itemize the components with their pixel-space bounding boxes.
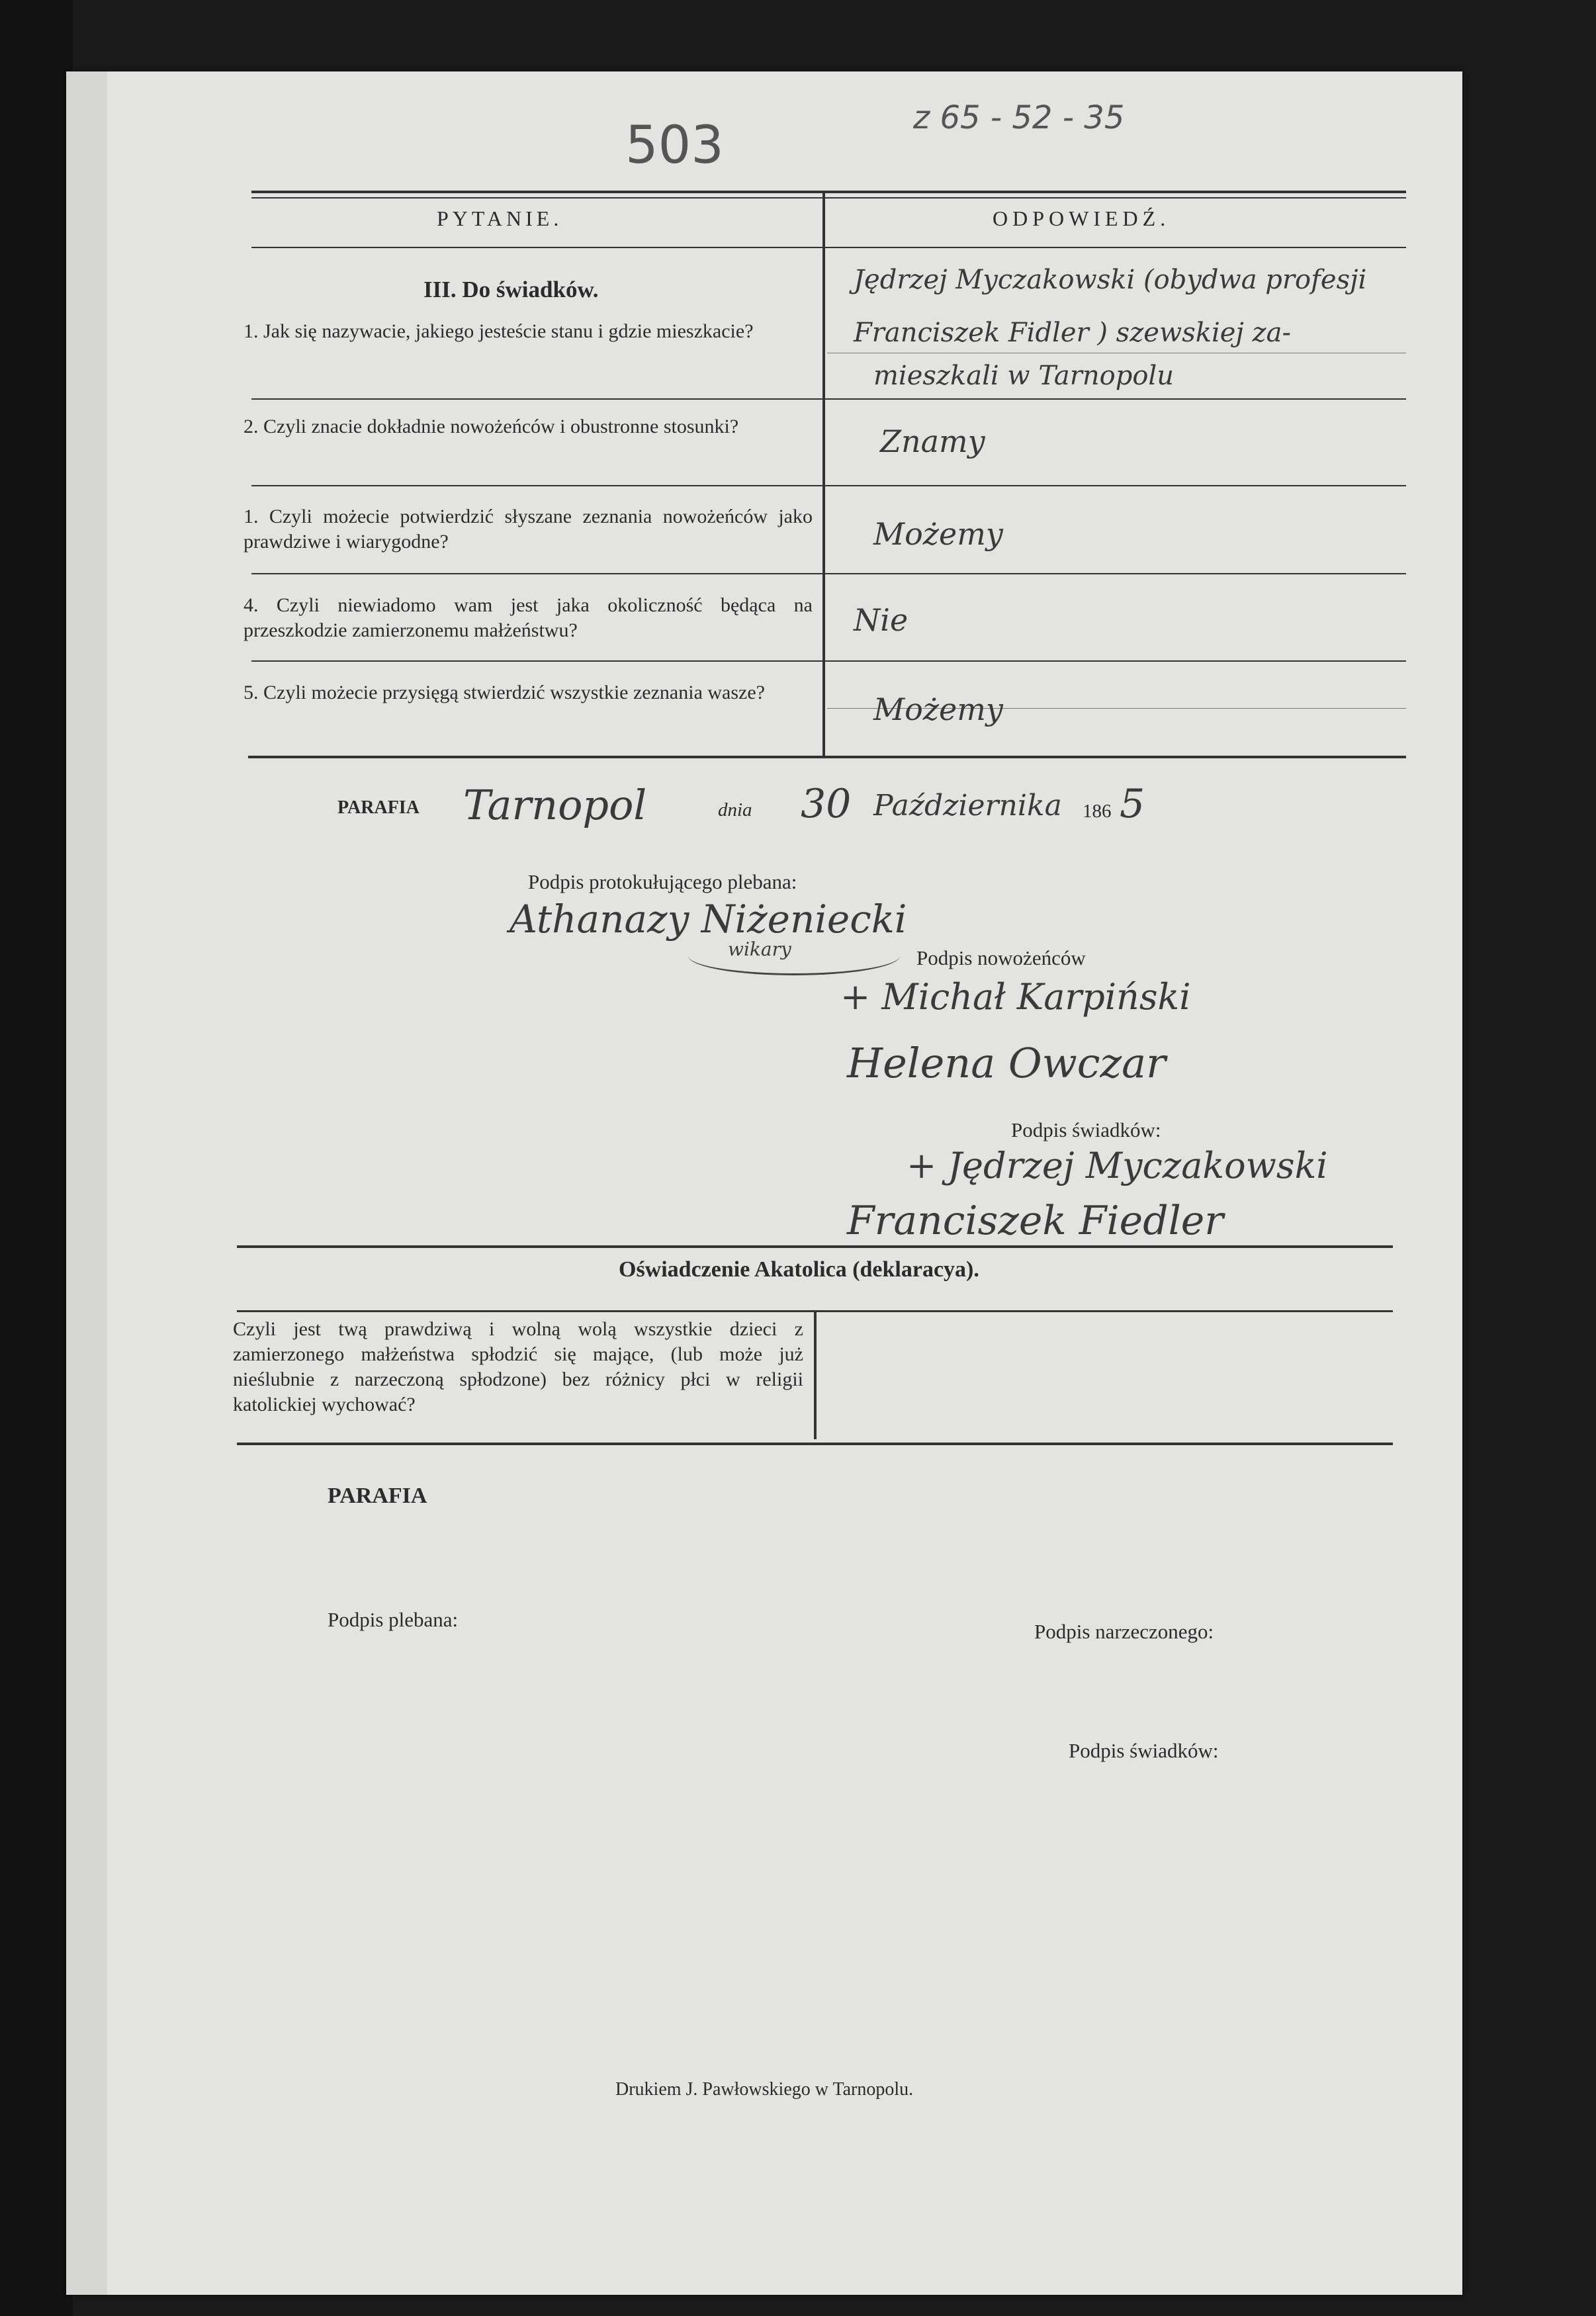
row-rule-2 bbox=[251, 485, 1406, 486]
date-month: Października bbox=[873, 789, 1062, 823]
witnesses-signature-label: Podpis świadków: bbox=[1011, 1118, 1161, 1141]
question-1: 1. Jak się nazywacie, jakiego jesteście stanu i gdzie mieszkacie? bbox=[244, 320, 754, 342]
row-rule-4 bbox=[251, 660, 1406, 662]
answer-1-line-2: Franciszek Fidler ) szewskiej za- bbox=[854, 318, 1291, 348]
declaration-bottom-rule bbox=[237, 1443, 1393, 1445]
page-number: 503 bbox=[625, 116, 724, 175]
header-answer: ODPOWIEDŹ. bbox=[993, 206, 1171, 230]
row-rule-3 bbox=[251, 573, 1406, 574]
witness-1-signature: + Jędrzej Myczakowski bbox=[907, 1145, 1328, 1186]
parish-name: Tarnopol bbox=[463, 781, 647, 829]
declaration-answer bbox=[827, 1323, 1390, 1423]
witness-2-signature: Franciszek Fiedler bbox=[847, 1198, 1223, 1244]
archive-reference: z 65 - 52 - 35 bbox=[913, 99, 1125, 136]
answer-4: Nie bbox=[854, 602, 909, 638]
table-bottom-rule bbox=[248, 756, 1406, 758]
header-rule bbox=[251, 247, 1406, 248]
section-title: III. Do świadków. bbox=[423, 277, 599, 302]
question-2: 2. Czyli znacie dokładnie nowożeńców i obustronne stosunki? bbox=[244, 416, 739, 437]
witness-sign-label: Podpis świadków: bbox=[1069, 1739, 1219, 1762]
bride-signature: Helena Owczar bbox=[847, 1039, 1166, 1087]
declaration-title: Oświadczenie Akatolica (deklaracya). bbox=[619, 1257, 979, 1282]
priest-title: wikary bbox=[728, 938, 791, 960]
signature-flourish bbox=[688, 936, 900, 975]
declaration-parish-label: PARAFIA bbox=[328, 1484, 427, 1508]
declaration-question: Czyli jest twą prawdziwą i wolną wolą wszystkie dzieci z zamierzonego małżeństwa spłodzić się mające, (lub może już nieślubnie z narzeczoną spłodzone) bez różnicy płci w religii katolickiej wychować? bbox=[233, 1318, 803, 1415]
answer-1-line-1: Jędrzej Myczakowski (obydwa profesji bbox=[854, 265, 1367, 295]
groom-signature: + Michał Karpiński bbox=[840, 976, 1191, 1018]
parish-label: PARAFIA bbox=[337, 797, 420, 818]
couple-signature-label: Podpis nowożeńców bbox=[916, 946, 1086, 969]
question-3: 1. Czyli możecie potwierdzić słyszane zeznania nowożeńców jako prawdziwe i wiarygodne? bbox=[244, 506, 813, 553]
answer-1-line-3: mieszkali w Tarnopolu bbox=[873, 361, 1174, 391]
day-label: dnia bbox=[718, 799, 752, 821]
printer-imprint: Drukiem J. Pawłowskiego w Tarnopolu. bbox=[615, 2079, 914, 2100]
table-top-rule-thin bbox=[251, 197, 1406, 199]
question-4: 4. Czyli niewiadomo wam jest jaka okoliczność będąca na przeszkodzie zamierzonemu małżeństwu? bbox=[244, 594, 813, 641]
date-day: 30 bbox=[801, 781, 852, 827]
year-prefix: 186 bbox=[1083, 801, 1112, 822]
answer-3: Możemy bbox=[873, 516, 1003, 552]
page-fold-edge bbox=[66, 71, 107, 2295]
year-suffix: 5 bbox=[1120, 781, 1145, 827]
question-5: 5. Czyli możecie przysięgą stwierdzić wszystkie zeznania wasze? bbox=[244, 682, 765, 703]
priest-signature: Athanazy Niżeniecki bbox=[510, 897, 907, 942]
column-divider bbox=[822, 193, 825, 756]
declaration-divider bbox=[814, 1310, 817, 1439]
row-rule-1 bbox=[251, 398, 1406, 400]
background-left bbox=[0, 0, 73, 2316]
table-top-rule bbox=[251, 191, 1406, 193]
priest-signature-label: Podpis protokułującego plebana: bbox=[528, 870, 797, 893]
priest-sign-label: Podpis plebana: bbox=[328, 1608, 459, 1631]
header-question: PYTANIE. bbox=[437, 206, 563, 230]
declaration-top-rule bbox=[237, 1245, 1393, 1248]
groom-sign-label: Podpis narzeczonego: bbox=[1034, 1620, 1214, 1643]
answer-2: Znamy bbox=[880, 423, 985, 459]
answer-5: Możemy bbox=[873, 691, 1003, 727]
